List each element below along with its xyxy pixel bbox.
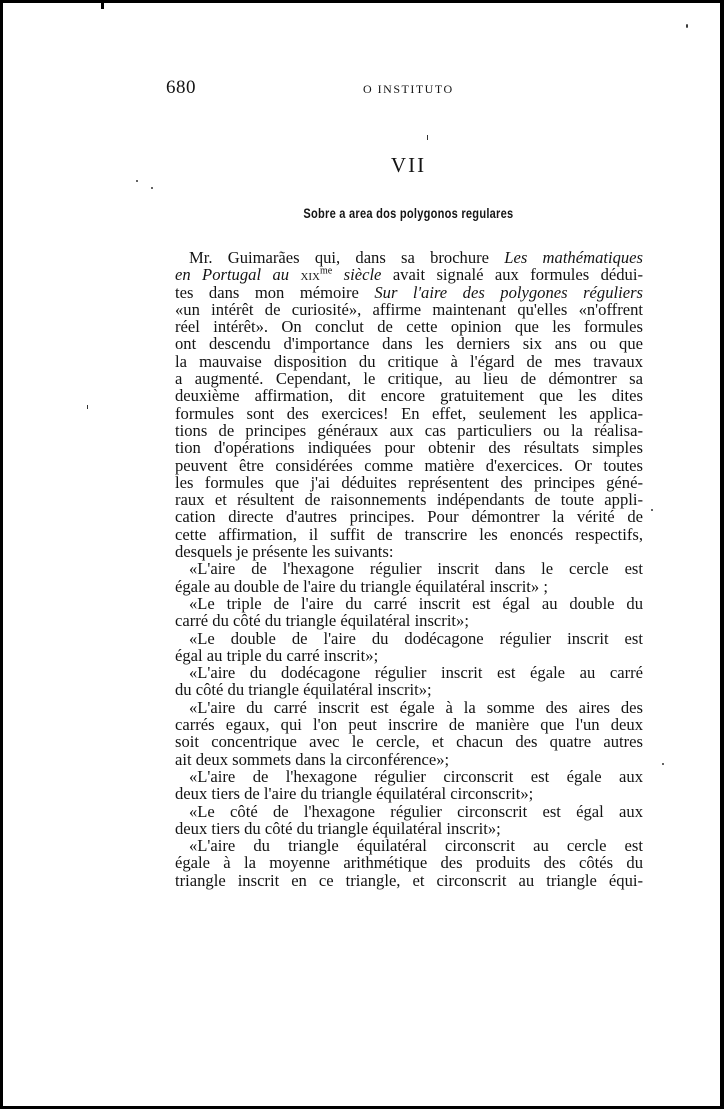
section-title: Sobre a area dos polygonos regulares bbox=[303, 206, 514, 221]
quote-line: «L'aire du dodécagone régulier inscrit est égale au carré bbox=[189, 663, 643, 683]
text-line: les formules que j'ai déduites représentent des principes géné- bbox=[175, 472, 643, 492]
quote-line: «L'aire de l'hexagone régulier inscrit dans le cercle est bbox=[189, 559, 643, 579]
book-title: Les mathématiques bbox=[504, 248, 644, 267]
page-header bbox=[3, 77, 720, 101]
quote-line: triangle inscrit en ce triangle, et circonscrit au triangle équi- bbox=[175, 870, 643, 890]
quote-line: du côté du triangle équilatéral inscrit»; bbox=[175, 680, 432, 700]
scan-speck bbox=[651, 509, 653, 511]
running-head: O INSTITUTO bbox=[363, 82, 454, 96]
text-line: raux et résultent de raisonnements indépendants de toute appli- bbox=[175, 490, 643, 510]
quote-line: «Le triple de l'aire du carré inscrit est égal au double du bbox=[189, 593, 643, 613]
quote-line: «Le côté de l'hexagone régulier circonscrit est égal aux bbox=[189, 801, 643, 821]
scan-speck bbox=[662, 763, 664, 765]
quote-line: «L'aire de l'hexagone régulier circonscrit est égale aux bbox=[189, 766, 643, 786]
text-line: tions de principes généraux aux cas particuliers ou la réalisa- bbox=[175, 420, 643, 440]
quote-line: égale à la moyenne arithmétique des produits des côtés du bbox=[175, 853, 643, 873]
scan-speck bbox=[101, 3, 104, 9]
text-line: en Portugal au xix$^{me}$ siècle avait signalé aux formules dédui- bbox=[175, 265, 643, 285]
scan-speck bbox=[151, 187, 153, 189]
memoir-title: Sur l'aire des polygones réguliers bbox=[374, 282, 643, 302]
quote-line: égale au double de l'aire du triangle équilatéral inscrit» ; bbox=[175, 576, 548, 596]
text-line: tes dans mon mémoire Sur l'aire des polygones réguliers bbox=[175, 282, 643, 302]
text-line: cation directe d'autres principes. Pour démontrer la vérité de bbox=[175, 507, 643, 527]
quote-line: soit concentrique avec le cercle, et chacun des quatre autres bbox=[175, 732, 643, 752]
scan-speck bbox=[686, 24, 688, 28]
text-line: desquels je présente les suivants: bbox=[175, 542, 394, 562]
text-line: peuvent être considérées comme matière d'exercices. Or toutes bbox=[175, 455, 643, 475]
quote-line: égal au triple du carré inscrit»; bbox=[175, 645, 379, 665]
section-numeral: VII bbox=[390, 153, 427, 177]
scan-speck bbox=[136, 180, 138, 182]
text-line: cette affirmation, il suffit de transcrire les enoncés respectifs, bbox=[175, 524, 643, 544]
text-line: tion d'opérations indiquées pour obtenir des résultats simples bbox=[175, 438, 643, 458]
scan-speck bbox=[427, 135, 428, 140]
text-line: Mr. Guimarães qui, dans sa brochure Les mathématiques bbox=[189, 248, 644, 267]
quote-line: «L'aire du triangle équilatéral circonscrit au cercle est bbox=[189, 836, 643, 856]
quote-line: «Le double de l'aire du dodécagone régulier inscrit est bbox=[189, 628, 643, 648]
quote-line: «L'aire du carré inscrit est égale à la somme des aires des bbox=[189, 697, 643, 717]
text-line: a augmenté. Cependant, le critique, au lieu de démontrer sa bbox=[175, 369, 643, 389]
quote-line: ait deux sommets dans la circonférence»; bbox=[175, 749, 450, 769]
page-number: 680 bbox=[166, 77, 196, 98]
quote-line: deux tiers de l'aire du triangle équilatéral circonscrit»; bbox=[175, 784, 534, 804]
quote-line: carrés egaux, qui l'on peut inscrire de manière que l'un deux bbox=[175, 715, 643, 735]
text-line: «un intérêt de curiosité», affirme maintenant qu'elles «n'offrent bbox=[175, 299, 643, 319]
text-line: la mauvaise disposition du critique à l'égard de mes travaux bbox=[175, 351, 643, 371]
scan-speck bbox=[87, 405, 88, 409]
document-page bbox=[3, 3, 720, 1106]
quote-line: carré du côté du triangle équilatéral inscrit»; bbox=[175, 611, 469, 631]
body-text bbox=[175, 249, 643, 889]
quote-line: deux tiers du côté du triangle équilatéral inscrit»; bbox=[175, 818, 501, 838]
text-line: ont descendu d'importance dans les derniers six ans ou que bbox=[175, 334, 643, 354]
text-line: réel intérêt». On conclut de cette opinion que les formules bbox=[175, 317, 643, 337]
text-line: deuxième affirmation, dit encore gratuitement que les dites bbox=[175, 386, 643, 406]
text-line: formules sont des exercices! En effet, seulement les applica- bbox=[175, 403, 643, 423]
